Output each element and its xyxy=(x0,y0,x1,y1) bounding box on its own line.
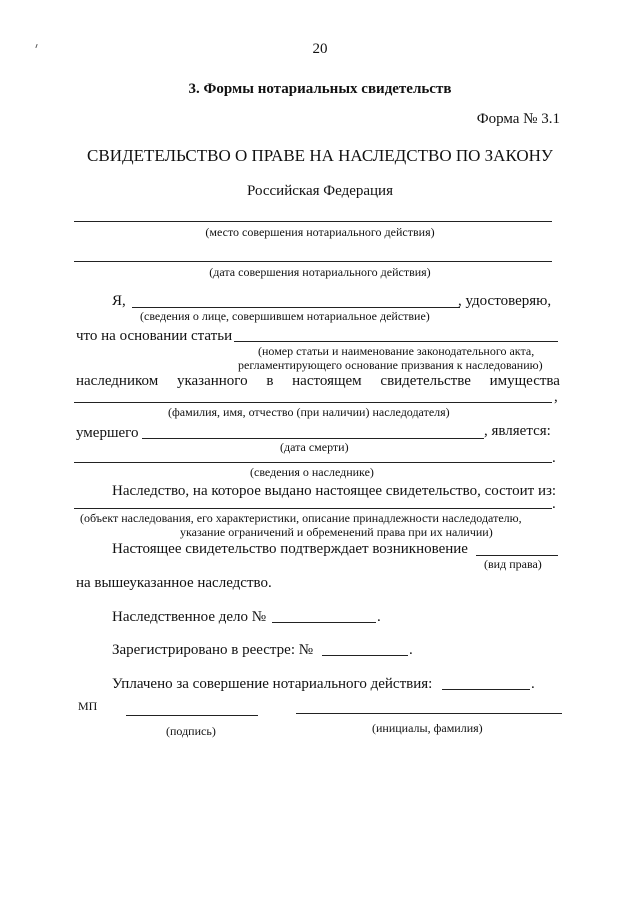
to-estate-label: на вышеуказанное наследство. xyxy=(76,575,272,591)
heir-word: настоящем xyxy=(292,373,362,389)
notary-hint: (сведения о лице, совершившем нотариальное действие) xyxy=(140,309,430,323)
certify-label: , удостоверяю, xyxy=(458,293,552,309)
country: Российская Федерация xyxy=(247,183,393,199)
place-line xyxy=(74,221,552,222)
estate-dot: . xyxy=(552,496,556,512)
heir-hint: (сведения о наследнике) xyxy=(250,465,374,479)
initials-hint: (инициалы, фамилия) xyxy=(372,721,483,735)
testator-line xyxy=(74,402,552,403)
testator-hint: (фамилия, имя, отчество (при наличии) наследодателя) xyxy=(168,405,450,419)
paid-label: Уплачено за совершение нотариального действия: xyxy=(112,676,433,692)
signature-hint: (подпись) xyxy=(166,724,216,738)
death-date-line xyxy=(142,438,484,439)
case-line xyxy=(272,622,376,623)
form-number: Форма № 3.1 xyxy=(476,111,560,127)
place-hint: (место совершения нотариального действия) xyxy=(205,225,435,239)
registry-dot: . xyxy=(409,642,413,658)
is-label: , является: xyxy=(484,423,551,439)
page-number: 20 xyxy=(312,41,328,57)
right-line xyxy=(476,555,558,556)
right-hint: (вид права) xyxy=(484,557,542,571)
notary-line xyxy=(132,307,460,308)
initials-line xyxy=(296,713,562,714)
heir-dot: . xyxy=(552,450,556,466)
heir-line xyxy=(74,462,552,463)
article-hint-2: регламентирующего основание призвания к наследованию) xyxy=(238,358,543,372)
paid-dot: . xyxy=(531,676,535,692)
death-date-hint: (дата смерти) xyxy=(280,440,349,454)
object-hint-1: (объект наследования, его характеристики, описание принадлежности наследодателю, xyxy=(80,511,522,525)
estate-label: Наследство, на которое выдано настоящее свидетельство, состоит из: xyxy=(112,483,557,499)
date-line xyxy=(74,261,552,262)
registry-line xyxy=(322,655,408,656)
date-hint: (дата совершения нотариального действия) xyxy=(209,265,431,279)
document-title: СВИДЕТЕЛЬСТВО О ПРАВЕ НА НАСЛЕДСТВО ПО ЗАКОНУ xyxy=(87,146,553,165)
heir-sentence xyxy=(76,373,560,390)
basis-label: что на основании статьи xyxy=(76,328,233,344)
heir-word: наследником xyxy=(76,373,159,389)
article-line xyxy=(234,341,558,342)
heir-word: указанного xyxy=(176,373,248,389)
section-title: 3. Формы нотариальных свидетельств xyxy=(188,81,452,97)
deceased-label: умершего xyxy=(76,425,139,441)
estate-line xyxy=(74,508,552,509)
paid-line xyxy=(442,689,530,690)
case-dot: . xyxy=(377,609,381,625)
stamp-place: МП xyxy=(78,699,98,713)
registry-label: Зарегистрировано в реестре: № xyxy=(112,642,314,658)
heir-word: свидетельстве xyxy=(380,373,471,389)
object-hint-2: указание ограничений и обременений права при их наличии) xyxy=(180,525,493,539)
article-hint-1: (номер статьи и наименование законодательного акта, xyxy=(258,344,535,358)
signature-line xyxy=(126,715,258,716)
comma: , xyxy=(554,389,558,405)
heir-word: в xyxy=(266,373,274,389)
heir-word: имущества xyxy=(489,373,560,389)
case-label: Наследственное дело № xyxy=(112,609,267,625)
confirms-label: Настоящее свидетельство подтверждает возникновение xyxy=(112,541,468,557)
ya-label: Я, xyxy=(112,293,126,309)
